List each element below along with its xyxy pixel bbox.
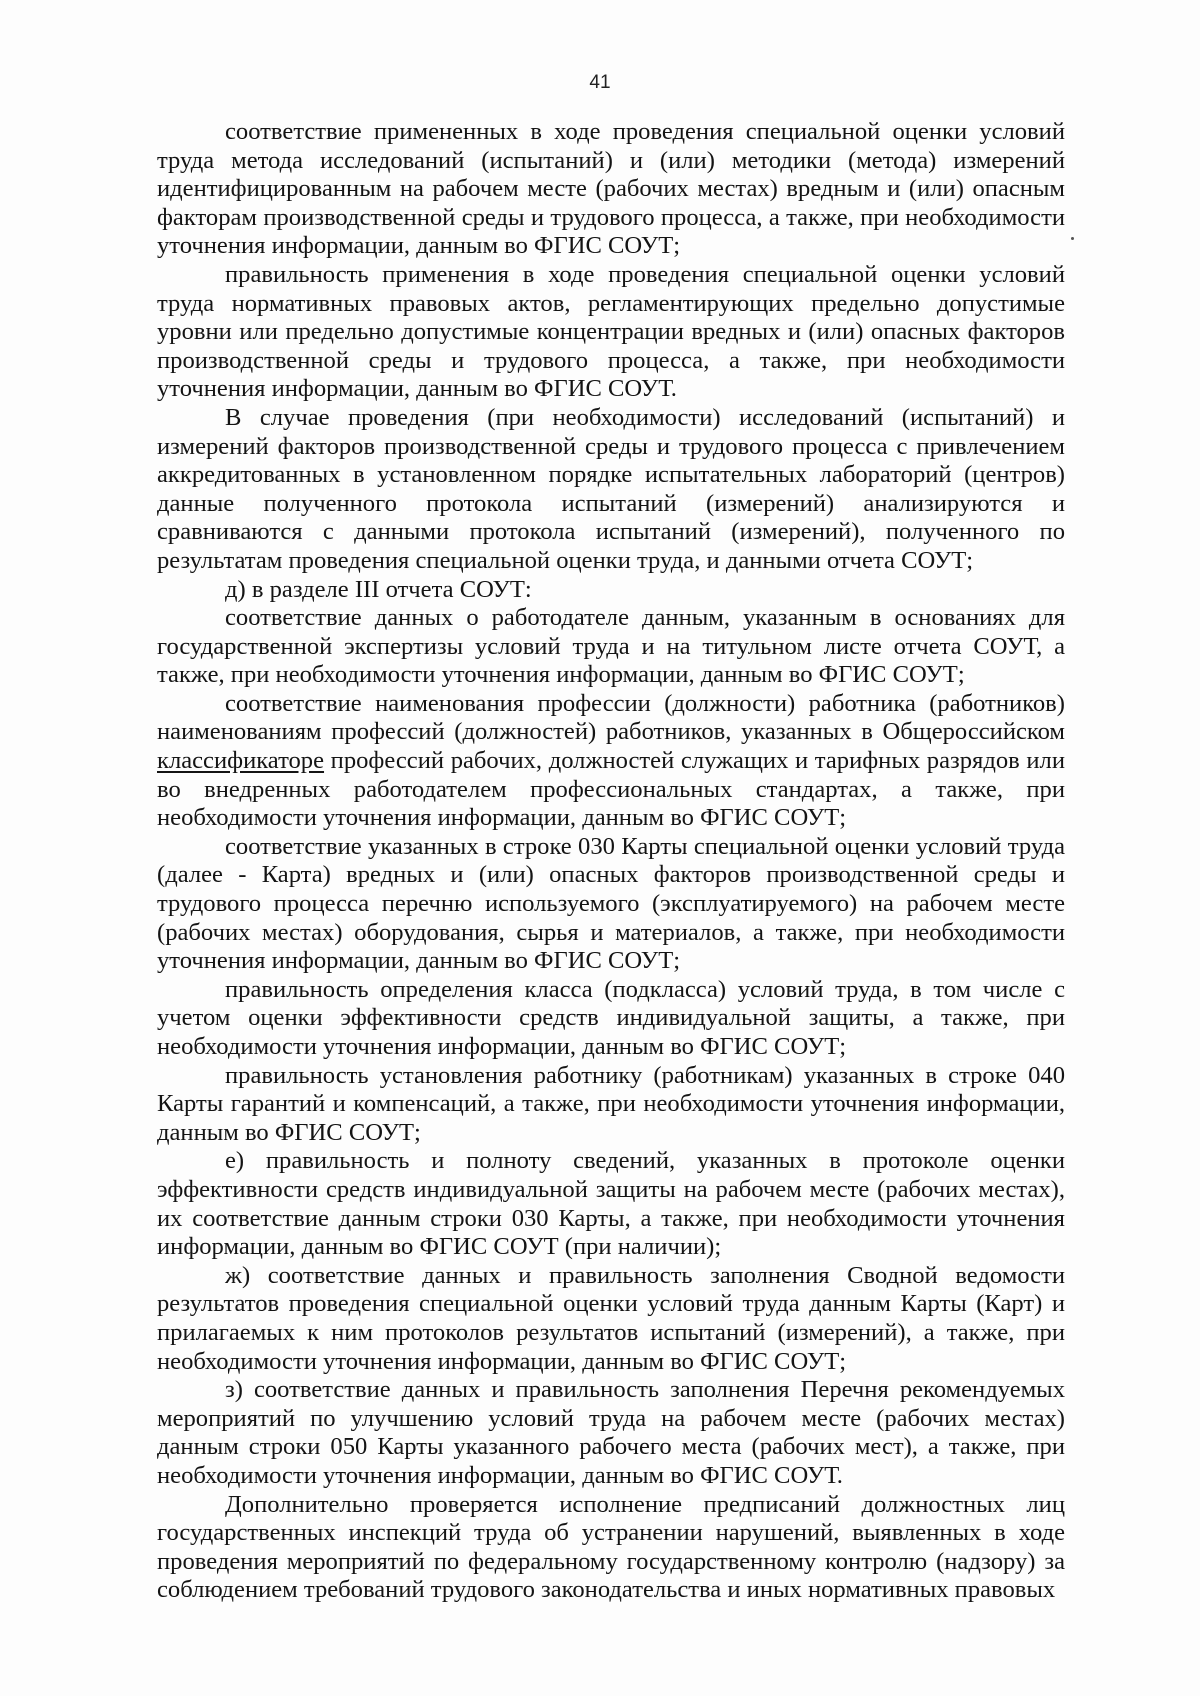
document-body xyxy=(157,118,1065,1605)
profession-text-before: соответствие наименования профессии (должности) работника (работников) наименованиям профессий (должностей) работников, указанных в Общероссийском xyxy=(157,689,1065,746)
paragraph-card-line-030: соответствие указанных в строке 030 Карты специальной оценки условий труда (далее - Карта) вредных и (или) опасных факторов производственной среды и трудового процесса перечню используемого (эксплуатируемого) на рабочем месте (рабочих местах) оборудования, сырья и материалов, а также, при необходимости уточнения информации, данным во ФГИС СОУТ; xyxy=(157,832,1065,975)
paragraph-class-determination: правильность определения класса (подкласса) условий труда, в том числе с учетом оценки эффективности средств индивидуальной защиты, а также, при необходимости уточнения информации, данным во ФГИС СОУТ; xyxy=(157,975,1065,1060)
scan-speck xyxy=(1071,237,1074,240)
paragraph-summary-statement: ж) соответствие данных и правильность заполнения Сводной ведомости результатов проведения специальной оценки условий труда данным Карты (Карт) и прилагаемых к ним протоколов результатов испытаний (измерений), а также, при необходимости уточнения информации, данным во ФГИС СОУТ; xyxy=(157,1261,1065,1375)
paragraph-legal-acts-application: правильность применения в ходе проведения специальной оценки условий труда нормативных правовых актов, регламентирующих предельно допустимые уровни или предельно допустимые концентрации вредных и (или) опасных факторов производственной среды и трудового процесса, а также, при необходимости уточнения информации, данным во ФГИС СОУТ. xyxy=(157,260,1065,403)
paragraph-employer-data: соответствие данных о работодателе данным, указанным в основаниях для государственной экспертизы условий труда и на титульном листе отчета СОУТ, а также, при необходимости уточнения информации, данным во ФГИС СОУТ; xyxy=(157,604,1065,689)
paragraph-section-iii-heading: д) в разделе III отчета СОУТ: xyxy=(225,575,532,603)
profession-text-after: профессий рабочих, должностей служащих и тарифных разрядов или во внедренных работодателем профессиональных стандартах, а также, при необходимости уточнения информации, данным во ФГИС СОУТ; xyxy=(157,747,1065,832)
paragraph-lab-measurements: В случае проведения (при необходимости) исследований (испытаний) и измерений факторов производственной среды и трудового процесса с привлечением аккредитованных в установленном порядке испытательных лабораторий (центров) данные полученного протокола испытаний (измерений) анализируются и сравниваются с данными протокола испытаний (измерений), полученного по результатам проведения специальной оценки труда, и данными отчета СОУТ; xyxy=(157,403,1065,574)
paragraph-method-compliance: соответствие примененных в ходе проведения специальной оценки условий труда метода исследований (испытаний) и (или) методики (метода) измерений идентифицированным на рабочем месте (рабочих местах) вредным и (или) опасным факторам производственной среды и трудового процесса, а также, при необходимости уточнения информации, данным во ФГИС СОУТ; xyxy=(157,118,1065,260)
paragraph-additional-check: Дополнительно проверяется исполнение предписаний должностных лиц государственных инспекций труда об устранении нарушений, выявленных в ходе проведения мероприятий по федеральному государственному контролю (надзору) за соблюдением требований трудового законодательства и иных нормативных правовых xyxy=(157,1490,1065,1604)
page-number: 41 xyxy=(589,72,611,93)
paragraph-profession-names xyxy=(157,690,1065,833)
classifier-link[interactable]: классификаторе xyxy=(157,747,325,775)
paragraph-recommended-measures: з) соответствие данных и правильность заполнения Перечня рекомендуемых мероприятий по улучшению условий труда на рабочем месте (рабочих местах) данным строки 050 Карты указанного рабочего места (рабочих мест), а также, при необходимости уточнения информации, данным во ФГИС СОУТ. xyxy=(157,1376,1065,1489)
paragraph-guarantees-compensations: правильность установления работнику (работникам) указанных в строке 040 Карты гарантий и компенсаций, а также, при необходимости уточнения информации, данным во ФГИС СОУТ; xyxy=(157,1061,1065,1146)
paragraph-ppe-protocol: е) правильность и полноту сведений, указанных в протоколе оценки эффективности средств индивидуальной защиты на рабочем месте (рабочих местах), их соответствие данным строки 030 Карты, а также, при необходимости уточнения информации, данным во ФГИС СОУТ (при наличии); xyxy=(157,1147,1065,1261)
